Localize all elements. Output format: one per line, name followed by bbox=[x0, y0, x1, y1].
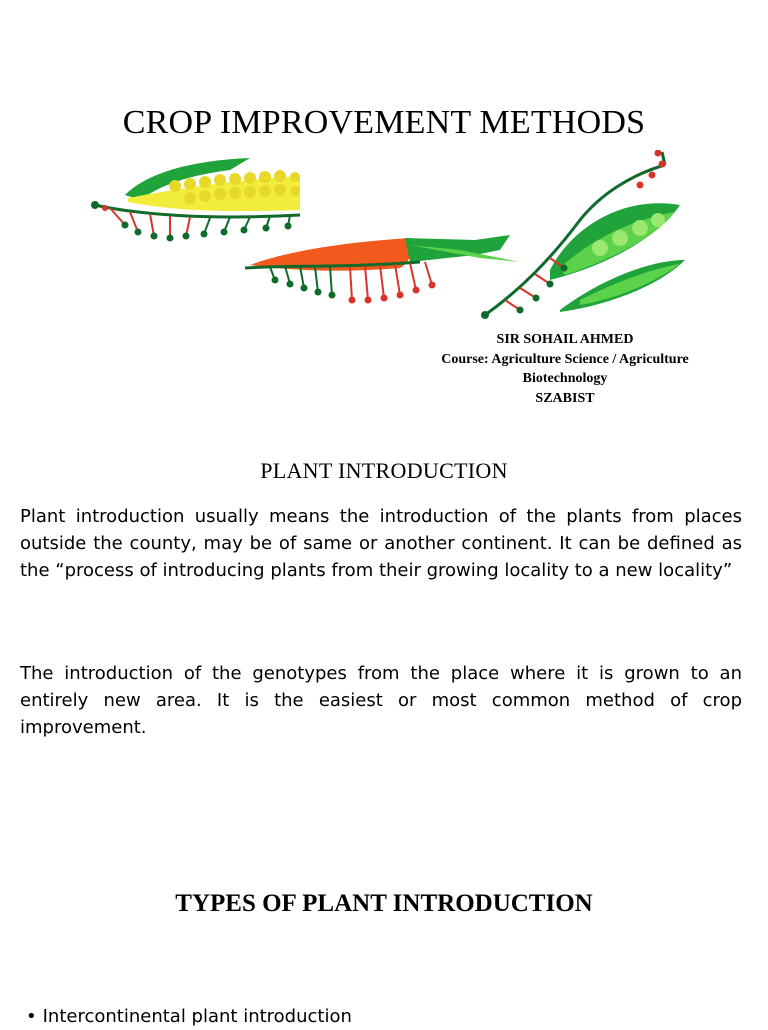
pea-pod-dna-graphic bbox=[481, 150, 685, 319]
intro-paragraph-2: The introduction of the genotypes from the place where it is grown to an entirely new area. It is the easiest or most common method of crop improvement. bbox=[20, 663, 742, 738]
course-line: Course: Agriculture Science / Agriculture bbox=[441, 351, 689, 367]
types-list bbox=[26, 1003, 352, 1030]
intro-paragraph-1: Plant introduction usually means the introduction of the plants from places outside the county, may be of same or another continent. It can be defined as the “process of introducing plants from their growing locality to a new locality” bbox=[20, 506, 742, 581]
author-name: SIR SOHAIL AHMED bbox=[496, 332, 634, 347]
crop-dna-illustration bbox=[80, 150, 700, 325]
course-line-continued: Biotechnology bbox=[522, 371, 608, 386]
list-item-text: Intercontinental plant introduction bbox=[42, 1006, 352, 1027]
document-title: CROP IMPROVEMENT METHODS bbox=[122, 104, 646, 141]
carrot-dna-graphic bbox=[245, 235, 520, 304]
bullet-marker: • bbox=[26, 1006, 37, 1027]
institution-name: SZABIST bbox=[535, 390, 595, 406]
plant-introduction-heading: PLANT INTRODUCTION bbox=[260, 458, 508, 483]
author-block bbox=[420, 330, 710, 408]
list-item bbox=[26, 1003, 352, 1030]
types-of-plant-introduction-heading: TYPES OF PLANT INTRODUCTION bbox=[175, 890, 593, 917]
corn-dna-graphic bbox=[91, 158, 300, 242]
